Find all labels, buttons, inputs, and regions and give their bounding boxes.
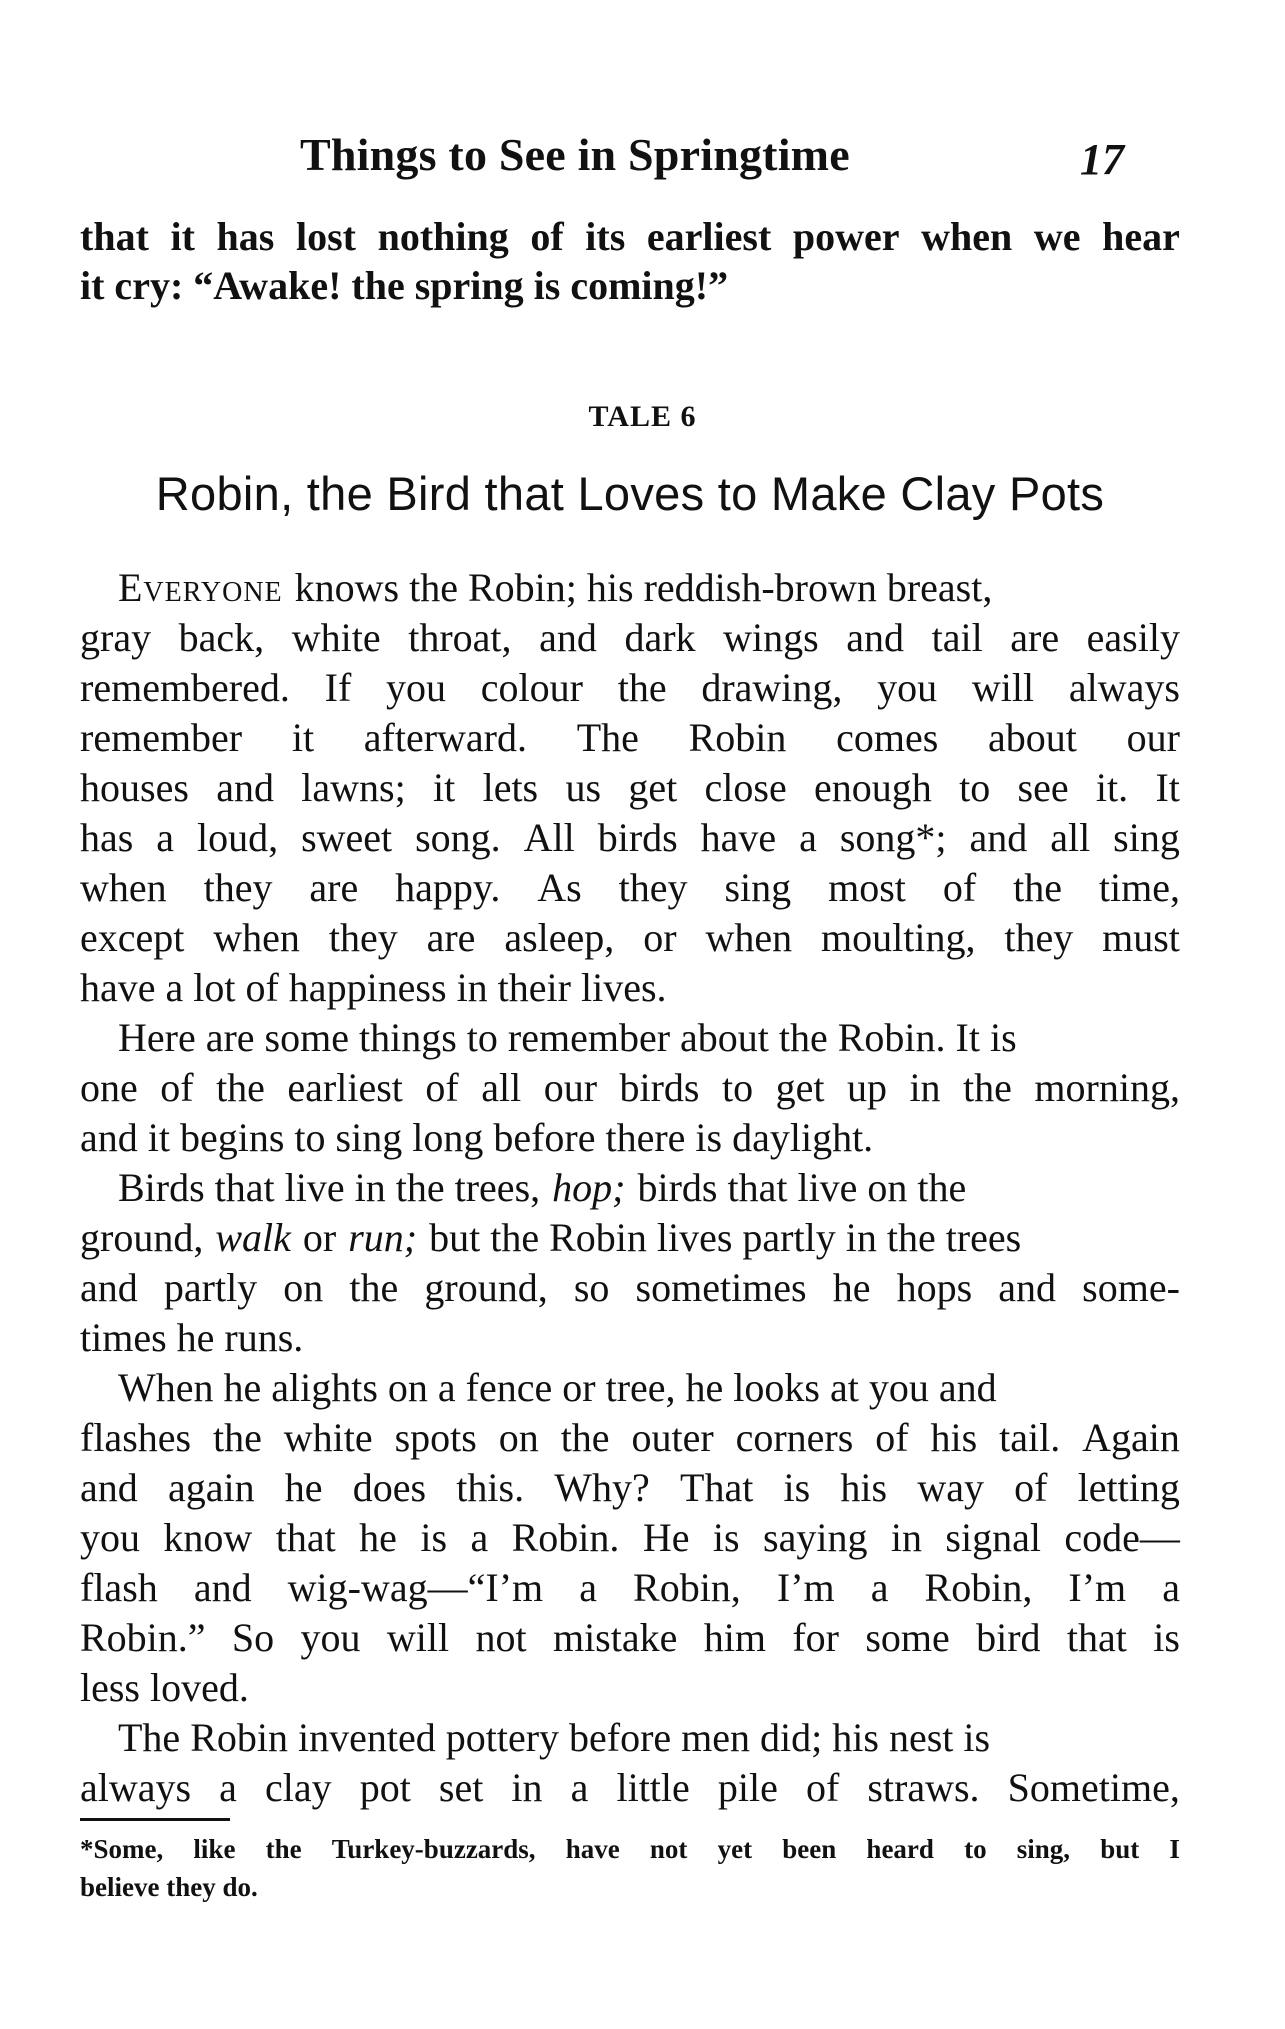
word: or <box>643 915 677 960</box>
word: of <box>425 1065 459 1110</box>
word: is <box>1153 1615 1180 1660</box>
word: straws. <box>867 1765 980 1810</box>
word: been <box>782 1834 837 1864</box>
word: remember <box>80 715 243 760</box>
word: little <box>616 1765 690 1810</box>
paragraph-text: When he alights on a fence or tree, he looks at you and <box>118 1365 997 1410</box>
word: partly <box>163 1265 258 1310</box>
word: set <box>438 1765 484 1810</box>
paragraph-text: The Robin invented pottery before men did; his nest is <box>118 1715 991 1760</box>
word: Robin. <box>511 1515 620 1560</box>
paragraph-line <box>80 1613 1180 1663</box>
word: when <box>213 915 300 960</box>
word: time, <box>1098 865 1180 910</box>
word: up <box>846 1065 887 1110</box>
paragraph-line <box>80 1413 1180 1463</box>
word: you <box>80 1515 140 1560</box>
word: lost <box>295 214 356 259</box>
word: in <box>511 1765 543 1810</box>
word: All <box>523 815 575 860</box>
word: sweet <box>301 815 393 860</box>
word: corners <box>735 1415 854 1460</box>
paragraph-text: and it begins to sing long before there is daylight. <box>80 1115 874 1160</box>
word: when <box>80 865 167 910</box>
word: earliest <box>287 1065 403 1110</box>
word: see <box>1017 765 1069 810</box>
word: are <box>309 865 359 910</box>
word: they <box>203 865 273 910</box>
chapter-title: Robin, the Bird that Loves to Make Clay Pots <box>155 467 1105 520</box>
word: his <box>930 1415 978 1460</box>
word: a <box>470 1515 489 1560</box>
word: clay <box>265 1765 332 1810</box>
word: morning, <box>1034 1065 1180 1110</box>
paragraph-line <box>80 813 1180 863</box>
word: our <box>1126 715 1180 760</box>
word: the <box>963 1065 1012 1110</box>
word: he <box>359 1515 397 1560</box>
word: it. <box>1095 765 1129 810</box>
paragraph-line <box>80 1463 1180 1513</box>
word: easily <box>1086 615 1180 660</box>
word: pile <box>717 1765 778 1810</box>
word: It <box>1155 765 1180 810</box>
word: of <box>942 865 977 910</box>
word: comes <box>836 715 939 760</box>
word: back, <box>178 615 265 660</box>
word: Turkey-buzzards, <box>331 1834 536 1864</box>
word: he <box>832 1265 871 1310</box>
word: gray <box>80 615 152 660</box>
word: and <box>216 765 274 810</box>
word: flashes <box>80 1415 192 1460</box>
word: it <box>291 715 315 760</box>
word: lets <box>482 765 539 810</box>
word: has <box>216 214 275 259</box>
word: close <box>704 765 787 810</box>
word: him <box>703 1615 766 1660</box>
paragraph-text: or <box>302 1215 337 1260</box>
word: spots <box>394 1415 477 1460</box>
paragraph-text: but the Robin lives partly in the trees <box>429 1215 1022 1260</box>
word: one <box>80 1065 138 1110</box>
paragraph-line <box>80 663 1180 713</box>
word: you <box>386 665 447 710</box>
word: sometimes <box>635 1265 807 1310</box>
word: most <box>828 865 906 910</box>
tale-label: TALE 6 <box>588 400 697 433</box>
word: Robin <box>688 715 787 760</box>
word: wings <box>723 615 819 660</box>
word: hops <box>896 1265 973 1310</box>
word: and <box>969 815 1028 860</box>
word: the <box>560 1415 610 1460</box>
paragraph-line <box>118 563 1180 613</box>
word: drawing, <box>701 665 843 710</box>
word: this. <box>456 1465 525 1510</box>
text-line <box>80 212 1180 262</box>
paragraph-line <box>80 1213 1180 1263</box>
paragraph-line <box>80 963 1180 1013</box>
word: throat, <box>408 615 512 660</box>
word: and <box>80 1465 138 1510</box>
word: letting <box>1077 1465 1180 1510</box>
word: power <box>792 214 900 259</box>
word: to <box>964 1834 987 1864</box>
word: and <box>80 1265 138 1310</box>
word: does <box>352 1465 427 1510</box>
word: moulting, <box>820 915 976 960</box>
paragraph-line <box>80 613 1180 663</box>
word: white <box>291 615 381 660</box>
word: birds <box>619 1065 700 1110</box>
word: it <box>433 765 456 810</box>
word: in <box>890 1515 922 1560</box>
word: a <box>570 1765 589 1810</box>
paragraph-line <box>118 1713 1180 1763</box>
word: white <box>283 1415 373 1460</box>
paragraph-line <box>80 913 1180 963</box>
word: a <box>870 1565 889 1610</box>
word: of <box>530 214 564 259</box>
word: when <box>921 214 1013 259</box>
word: tail. <box>999 1415 1061 1460</box>
word: a <box>799 815 817 860</box>
word: Robin, <box>924 1565 1033 1610</box>
word: again <box>167 1465 255 1510</box>
word: and <box>998 1265 1057 1310</box>
word: us <box>565 765 602 810</box>
word: pot <box>359 1765 411 1810</box>
paragraph-line <box>80 763 1180 813</box>
word: not <box>649 1834 688 1864</box>
word: of <box>875 1415 909 1460</box>
word: and <box>846 615 905 660</box>
word: is <box>420 1515 448 1560</box>
word: and <box>539 615 597 660</box>
word: The <box>576 715 639 760</box>
word: signal <box>945 1515 1041 1560</box>
word: not <box>475 1615 527 1660</box>
word: so <box>573 1265 610 1310</box>
word: flash <box>80 1565 158 1610</box>
word: on <box>283 1265 324 1310</box>
word: the <box>349 1265 399 1310</box>
word: loud, <box>197 815 279 860</box>
word: dark <box>624 615 696 660</box>
word: is <box>783 1465 811 1510</box>
word: That <box>680 1465 754 1510</box>
text-line <box>80 261 1180 311</box>
word: are <box>1010 615 1060 660</box>
word: its <box>585 214 626 259</box>
word: must <box>1102 915 1180 960</box>
running-head-title: Things to See in Springtime <box>300 129 850 180</box>
word: has <box>80 815 134 860</box>
word: that <box>80 214 149 259</box>
word: except <box>80 915 185 960</box>
footnote-text: believe they do. <box>80 1872 258 1902</box>
footnote-line <box>80 1868 1180 1906</box>
word: He <box>642 1515 690 1560</box>
paragraph-line <box>80 863 1180 913</box>
word: Robin, <box>633 1565 741 1610</box>
word: heard <box>866 1834 934 1864</box>
word: I <box>1169 1834 1180 1864</box>
word: all <box>481 1065 522 1110</box>
paragraph-line <box>118 1013 1180 1063</box>
word: earliest <box>646 214 772 259</box>
paragraph-line <box>118 1163 1180 1213</box>
paragraph-line <box>80 1663 1180 1713</box>
word: we <box>1033 214 1081 259</box>
word: yet <box>717 1834 753 1864</box>
word: you <box>300 1615 361 1660</box>
paragraph-line <box>80 1063 1180 1113</box>
word: song. <box>415 815 501 860</box>
word: nothing <box>377 214 509 259</box>
paragraph-line <box>118 1363 1180 1413</box>
word: it <box>170 214 195 259</box>
word: some- <box>1082 1265 1180 1310</box>
word: houses <box>80 765 189 810</box>
word: that <box>1066 1615 1127 1660</box>
word: bird <box>976 1615 1041 1660</box>
word: of <box>1014 1465 1048 1510</box>
word: sing <box>1113 815 1180 860</box>
word: song*; <box>839 815 947 860</box>
word: all <box>1050 815 1091 860</box>
paragraph-text: less loved. <box>80 1665 249 1710</box>
word: get <box>775 1065 825 1110</box>
emphasis-text: hop; <box>552 1165 626 1210</box>
word: know <box>163 1515 253 1560</box>
word: Again <box>1082 1415 1180 1460</box>
paragraph-text: times he runs. <box>80 1315 304 1360</box>
word: they <box>328 915 398 960</box>
word: some <box>865 1615 950 1660</box>
word: his <box>840 1465 888 1510</box>
word: remembered. <box>80 665 290 710</box>
word: happy. <box>395 865 501 910</box>
paragraph-line <box>80 1113 1180 1163</box>
word: on <box>498 1415 539 1460</box>
word: As <box>537 865 582 910</box>
word: like <box>193 1834 236 1864</box>
word: of <box>160 1065 194 1110</box>
word: are <box>426 915 476 960</box>
word: a <box>156 815 175 860</box>
word: asleep, <box>504 915 615 960</box>
word: Why? <box>554 1465 650 1510</box>
word: they <box>1004 915 1074 960</box>
word: a <box>219 1765 237 1810</box>
paragraph-text: ground, <box>80 1215 204 1260</box>
word: code— <box>1064 1515 1180 1560</box>
word: to <box>959 765 991 810</box>
word: *Some, <box>80 1834 164 1864</box>
word: the <box>216 1065 265 1110</box>
lead-word: Everyone <box>118 565 283 610</box>
word: Sometime, <box>1007 1765 1180 1810</box>
paragraph-text: have a lot of happiness in their lives. <box>80 965 667 1010</box>
paragraph-text: Here are some things to remember about the Robin. It is <box>118 1015 1017 1060</box>
paragraph-text: Birds that live in the trees, <box>118 1165 541 1210</box>
footnote-line <box>80 1830 1180 1868</box>
word: get <box>628 765 678 810</box>
word: afterward. <box>363 715 528 760</box>
paragraph-text: birds that live on the <box>637 1165 967 1210</box>
footnote-rule <box>80 1818 230 1821</box>
word: for <box>792 1615 839 1660</box>
word: lawns; <box>301 765 406 810</box>
word: but <box>1100 1834 1140 1864</box>
word: have <box>565 1834 620 1864</box>
word: Robin.” <box>80 1615 206 1660</box>
word: colour <box>480 665 583 710</box>
word: way <box>917 1465 984 1510</box>
word: the <box>617 665 667 710</box>
word: I’m <box>776 1565 835 1610</box>
word: they <box>618 865 688 910</box>
word: enough <box>814 765 932 810</box>
word: the <box>1013 865 1062 910</box>
paragraph-line <box>80 1563 1180 1613</box>
paragraph-line <box>80 1263 1180 1313</box>
word: our <box>543 1065 598 1110</box>
text-line-content: it cry: “Awake! the spring is coming!” <box>80 263 729 308</box>
word: when <box>705 915 793 960</box>
page-number: 17 <box>1080 135 1124 184</box>
word: If <box>324 665 352 710</box>
word: you <box>877 665 938 710</box>
word: will <box>386 1615 450 1660</box>
word: will <box>971 665 1035 710</box>
word: of <box>805 1765 840 1810</box>
word: always <box>1068 665 1180 710</box>
emphasis-text: run; <box>348 1215 418 1260</box>
word: a <box>1162 1565 1180 1610</box>
word: birds <box>597 815 678 860</box>
word: wig-wag—“I’m <box>287 1565 544 1610</box>
word: about <box>988 715 1077 760</box>
emphasis-text: walk <box>215 1215 291 1260</box>
word: in <box>909 1065 941 1110</box>
paragraph-line <box>80 1313 1180 1363</box>
word: is <box>712 1515 740 1560</box>
paragraph-text: knows the Robin; his reddish-brown breast, <box>294 565 993 610</box>
word: always <box>80 1765 192 1810</box>
word: tail <box>931 615 983 660</box>
word: hear <box>1102 214 1180 259</box>
word: outer <box>631 1415 714 1460</box>
word: a <box>579 1565 597 1610</box>
word: he <box>284 1465 323 1510</box>
word: sing <box>724 865 792 910</box>
paragraph-line <box>80 713 1180 763</box>
word: that <box>275 1515 336 1560</box>
word: the <box>213 1415 262 1460</box>
word: sing, <box>1016 1834 1071 1864</box>
paragraph-line <box>80 1513 1180 1563</box>
word: I’m <box>1068 1565 1127 1610</box>
word: ground, <box>424 1265 548 1310</box>
word: saying <box>763 1515 868 1560</box>
word: have <box>700 815 777 860</box>
word: So <box>231 1615 275 1660</box>
word: to <box>721 1065 754 1110</box>
paragraph-line <box>80 1763 1180 1813</box>
word: the <box>265 1834 302 1864</box>
word: mistake <box>552 1615 678 1660</box>
word: and <box>193 1565 252 1610</box>
